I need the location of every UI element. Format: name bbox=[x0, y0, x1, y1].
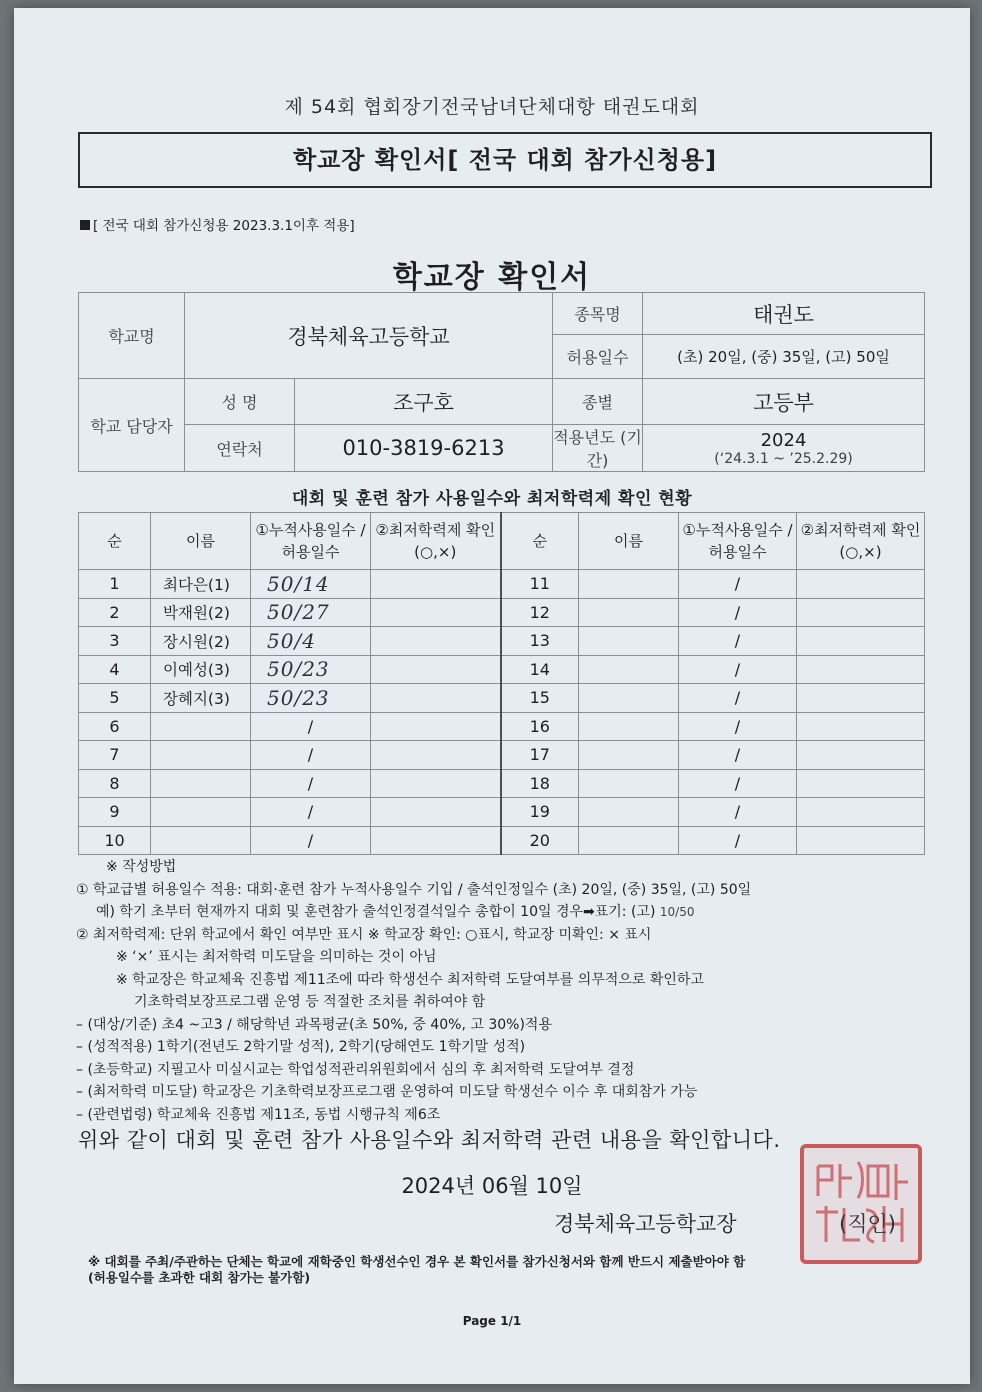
row-no-2: 11 bbox=[501, 570, 579, 599]
row-name: 장혜지(3) bbox=[151, 684, 251, 713]
row-days-2: / bbox=[679, 627, 797, 656]
method-title: ※ 작성방법 bbox=[106, 859, 177, 875]
year-value: 2024 bbox=[760, 429, 807, 451]
row-no-2: 15 bbox=[501, 684, 579, 713]
row-no-2: 20 bbox=[501, 826, 579, 855]
header-name: 이름 bbox=[151, 513, 251, 570]
event-title: 제 54회 협회장기전국남녀단체대항 태권도대회 bbox=[284, 96, 700, 118]
student-list-table bbox=[78, 512, 925, 855]
row-no: 8 bbox=[79, 769, 151, 798]
row-check-2 bbox=[797, 627, 925, 656]
row-days: / bbox=[251, 826, 371, 855]
row-check-2 bbox=[797, 741, 925, 770]
row-check-2 bbox=[797, 769, 925, 798]
row-name: 최다은(1) bbox=[151, 570, 251, 599]
method-line-8: – (성적적용) 1학기(전년도 2학기말 성적), 2학기(당해연도 1학기말 성적) bbox=[76, 1039, 526, 1055]
header-days-2: ①누적사용일수 /허용일수 bbox=[679, 513, 797, 570]
header-no-2: 순 bbox=[501, 513, 579, 570]
table-row bbox=[79, 769, 925, 798]
row-no-2: 13 bbox=[501, 627, 579, 656]
apply-note-text: [ 전국 대회 참가신청용 2023.3.1이후 적용] bbox=[93, 218, 355, 234]
row-check-2 bbox=[797, 798, 925, 827]
row-name-2 bbox=[579, 684, 679, 713]
year-cell bbox=[643, 425, 925, 472]
method-line-2 bbox=[76, 901, 936, 924]
row-days: / bbox=[251, 769, 371, 798]
row-name-2 bbox=[579, 712, 679, 741]
method-line-10: – (최저학력 미도달) 학교장은 기초학력보장프로그램 운영하여 미도달 학생선수 이수 후 대회참가 가능 bbox=[76, 1084, 698, 1100]
table-row bbox=[79, 598, 925, 627]
row-check bbox=[371, 798, 501, 827]
row-days: 50/27 bbox=[251, 598, 371, 627]
writing-method bbox=[76, 856, 936, 1126]
table-row bbox=[79, 627, 925, 656]
method-line-1: ① 학교급별 허용일수 적용: 대회·훈련 참가 누적사용일수 기입 / 출석인정일수 (초) 20일, (중) 35일, (고) 50일 bbox=[76, 881, 752, 898]
row-name-2 bbox=[579, 826, 679, 855]
row-days-2: / bbox=[679, 826, 797, 855]
period-value: (‘24.3.1 ~ ’25.2.29) bbox=[714, 450, 853, 467]
row-check-2 bbox=[797, 684, 925, 713]
document-title: 학교장 확인서 bbox=[392, 260, 592, 295]
confirm-statement: 위와 같이 대회 및 훈련 참가 사용일수와 최저학력 관련 내용을 확인합니다. bbox=[78, 1128, 781, 1152]
row-check bbox=[371, 598, 501, 627]
footnote-line-2: (허용일수를 초과한 대회 참가는 불가함) bbox=[88, 1270, 311, 1285]
row-name bbox=[151, 741, 251, 770]
row-check bbox=[371, 769, 501, 798]
row-check-2 bbox=[797, 598, 925, 627]
footnote-line-1: ※ 대회를 주최/주관하는 단체는 학교에 재학중인 학생선수인 경우 본 확인서를 참가신청서와 함께 반드시 제출받아야 함 bbox=[88, 1254, 746, 1269]
principal-name: 경북체육고등학교장 bbox=[554, 1212, 737, 1236]
row-days-2: / bbox=[679, 798, 797, 827]
row-no-2: 16 bbox=[501, 712, 579, 741]
row-no-2: 18 bbox=[501, 769, 579, 798]
row-no: 9 bbox=[79, 798, 151, 827]
row-name-2 bbox=[579, 798, 679, 827]
row-no-2: 19 bbox=[501, 798, 579, 827]
method-line-6: 기초학력보장프로그램 운영 등 적절한 조치를 취하여야 함 bbox=[134, 994, 486, 1010]
name-label: 성 명 bbox=[185, 379, 295, 425]
row-no-2: 12 bbox=[501, 598, 579, 627]
page-number: Page 1/1 bbox=[462, 1314, 522, 1328]
row-days-2: / bbox=[679, 598, 797, 627]
document-page bbox=[14, 8, 970, 1384]
row-name-2 bbox=[579, 598, 679, 627]
row-no-2: 14 bbox=[501, 655, 579, 684]
table-row bbox=[79, 826, 925, 855]
row-no: 2 bbox=[79, 598, 151, 627]
row-no: 3 bbox=[79, 627, 151, 656]
allow-days-label: 허용일수 bbox=[553, 335, 643, 379]
row-name-2 bbox=[579, 741, 679, 770]
sport-name: 태권도 bbox=[643, 293, 925, 335]
row-days-2: / bbox=[679, 769, 797, 798]
division-label: 종별 bbox=[553, 379, 643, 425]
row-name-2 bbox=[579, 769, 679, 798]
header-no: 순 bbox=[79, 513, 151, 570]
row-no: 10 bbox=[79, 826, 151, 855]
row-name bbox=[151, 798, 251, 827]
row-check bbox=[371, 741, 501, 770]
row-name bbox=[151, 712, 251, 741]
method-line-11: – (관련법령) 학교체육 진흥법 제11조, 동법 시행규칙 제6조 bbox=[76, 1106, 441, 1123]
table-body bbox=[79, 570, 925, 855]
contact-value: 010-3819-6213 bbox=[295, 425, 553, 472]
table-row bbox=[79, 684, 925, 713]
seal-label: (직인) bbox=[839, 1212, 896, 1236]
header-check: ②최저학력제 확인(○,×) bbox=[371, 513, 501, 570]
row-check bbox=[371, 684, 501, 713]
method-line-4: ※ ‘×’ 표시는 최저학력 미도달을 의미하는 것이 아님 bbox=[116, 949, 437, 965]
row-check bbox=[371, 655, 501, 684]
method-line-7: – (대상/기준) 초4 ~고3 / 해당학년 과목평균(초 50%, 중 40%, 고 30%)적용 bbox=[76, 1016, 552, 1033]
row-no: 1 bbox=[79, 570, 151, 599]
school-name: 경북체육고등학교 bbox=[185, 293, 553, 379]
method-line-2b: 10/50 bbox=[659, 905, 695, 919]
row-no: 6 bbox=[79, 712, 151, 741]
row-name: 장시원(2) bbox=[151, 627, 251, 656]
official-seal-icon bbox=[800, 1144, 922, 1264]
method-line-3: ② 최저학력제: 단위 학교에서 확인 여부만 표시 ※ 학교장 확인: ○표시, 학교장 미확인: × 표시 bbox=[76, 926, 652, 943]
row-check bbox=[371, 712, 501, 741]
row-days-2: / bbox=[679, 655, 797, 684]
status-title: 대회 및 훈련 참가 사용일수와 최저학력제 확인 현황 bbox=[291, 489, 693, 509]
footnote bbox=[88, 1254, 938, 1286]
row-name-2 bbox=[579, 627, 679, 656]
allow-days-value: (초) 20일, (중) 35일, (고) 50일 bbox=[643, 335, 925, 379]
row-name: 이예성(3) bbox=[151, 655, 251, 684]
row-name bbox=[151, 826, 251, 855]
row-days-2: / bbox=[679, 684, 797, 713]
row-days-2: / bbox=[679, 570, 797, 599]
row-name-2 bbox=[579, 655, 679, 684]
form-title-box: 학교장 확인서[ 전국 대회 참가신청용] bbox=[78, 132, 932, 188]
row-check bbox=[371, 570, 501, 599]
school-label: 학교명 bbox=[79, 293, 185, 379]
manager-name: 조구호 bbox=[295, 379, 553, 425]
row-no-2: 17 bbox=[501, 741, 579, 770]
row-check bbox=[371, 826, 501, 855]
row-days: 50/4 bbox=[251, 627, 371, 656]
table-row bbox=[79, 570, 925, 599]
row-check-2 bbox=[797, 826, 925, 855]
row-days: 50/23 bbox=[251, 684, 371, 713]
table-row bbox=[79, 712, 925, 741]
manager-label: 학교 담당자 bbox=[79, 379, 185, 472]
row-no: 5 bbox=[79, 684, 151, 713]
row-days-2: / bbox=[679, 741, 797, 770]
year-label: 적용년도 (기간) bbox=[553, 425, 643, 472]
header-days: ①누적사용일수 /허용일수 bbox=[251, 513, 371, 570]
method-line-5: ※ 학교장은 학교체육 진흥법 제11조에 따라 학생선수 최저학력 도달여부를 의무적으로 확인하고 bbox=[116, 971, 704, 988]
contact-label: 연락처 bbox=[185, 425, 295, 472]
header-name-2: 이름 bbox=[579, 513, 679, 570]
row-name-2 bbox=[579, 570, 679, 599]
row-check-2 bbox=[797, 655, 925, 684]
row-check-2 bbox=[797, 570, 925, 599]
row-no: 4 bbox=[79, 655, 151, 684]
header-check-2: ②최저학력제 확인(○,×) bbox=[797, 513, 925, 570]
table-row bbox=[79, 655, 925, 684]
division-value: 고등부 bbox=[643, 379, 925, 425]
row-days: / bbox=[251, 741, 371, 770]
method-line-9: – (초등학교) 지필고사 미실시교는 학업성적관리위원회에서 심의 후 최저학력 도달여부 결정 bbox=[76, 1061, 635, 1078]
row-name: 박재원(2) bbox=[151, 598, 251, 627]
row-no: 7 bbox=[79, 741, 151, 770]
row-name bbox=[151, 769, 251, 798]
info-table bbox=[78, 292, 925, 472]
issue-date: 2024년 06월 10일 bbox=[401, 1174, 583, 1198]
row-days: / bbox=[251, 798, 371, 827]
square-bullet-icon bbox=[80, 220, 90, 230]
row-days: 50/14 bbox=[251, 570, 371, 599]
sport-label: 종목명 bbox=[553, 293, 643, 335]
row-days-2: / bbox=[679, 712, 797, 741]
row-days: 50/23 bbox=[251, 655, 371, 684]
row-check-2 bbox=[797, 712, 925, 741]
row-check bbox=[371, 627, 501, 656]
method-line-2a: 예) 학기 초부터 현재까지 대회 및 훈련참가 출석인정결석일수 총합이 10일 경우➡표기: (고) bbox=[96, 904, 656, 920]
table-row bbox=[79, 741, 925, 770]
apply-note bbox=[80, 214, 355, 234]
table-header-row bbox=[79, 513, 925, 570]
row-days: / bbox=[251, 712, 371, 741]
table-row bbox=[79, 798, 925, 827]
